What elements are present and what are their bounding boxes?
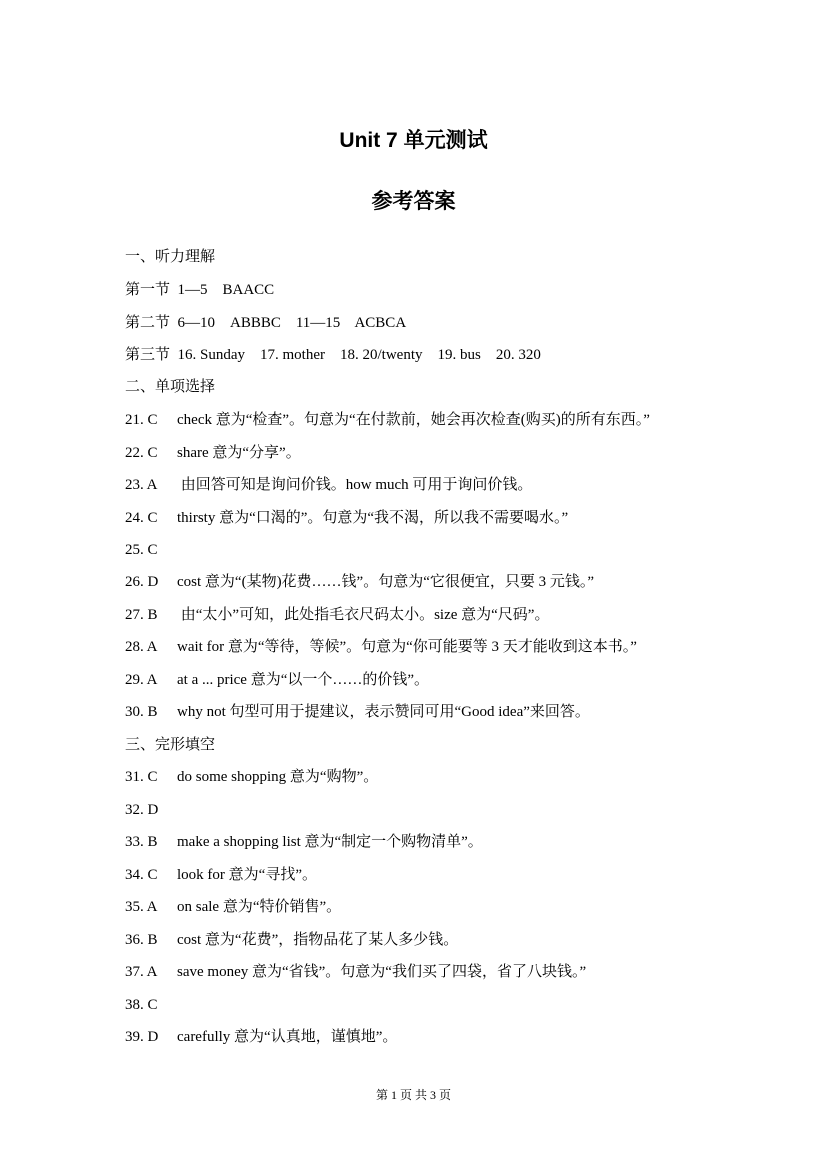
answer-item (125, 572, 594, 592)
listening-part-1: 第一节 1—5 BAACC (125, 282, 275, 298)
page-footer: 第 1 页 共 3 页 (375, 1088, 451, 1102)
answer-number: 33. B (125, 834, 158, 850)
answer-item (125, 637, 637, 657)
answer-item (125, 605, 549, 625)
answer-number: 26. D (125, 574, 159, 590)
answer-number: 22. C (125, 445, 158, 461)
section-heading-cloze: 三、完形填空 (125, 737, 216, 753)
answer-number: 35. A (125, 899, 158, 915)
answer-number: 32. D (125, 802, 159, 818)
answer-number: 37. A (125, 964, 158, 980)
answer-number: 27. B (125, 607, 158, 623)
listening-part-2: 第二节 6—10 ABBBC 11—15 ACBCA (125, 315, 407, 331)
answer-explanation: 由“太小”可知，此处指毛衣尺码太小。size 意为“尺码”。 (177, 607, 550, 623)
answer-explanation: share 意为“分享”。 (177, 445, 301, 461)
answer-item (125, 475, 532, 495)
answer-number: 23. A (125, 477, 158, 493)
answer-explanation: at a ... price 意为“以一个……的价钱”。 (177, 672, 430, 688)
answer-item (125, 508, 568, 528)
answer-item (125, 865, 317, 885)
answer-number: 21. C (125, 412, 158, 428)
answer-explanation: why not 句型可用于提建议，表示赞同可用“Good idea”来回答。 (177, 704, 590, 720)
answer-explanation: save money 意为“省钱”。句意为“我们买了四袋，省了八块钱。” (177, 964, 587, 980)
answer-explanation: carefully 意为“认真地，谨慎地”。 (177, 1029, 398, 1045)
answer-number: 36. B (125, 932, 158, 948)
answer-item (125, 410, 650, 430)
answer-number: 39. D (125, 1029, 159, 1045)
section-heading-listening: 一、听力理解 (125, 249, 216, 265)
answer-number: 30. B (125, 704, 158, 720)
answer-number: 31. C (125, 769, 158, 785)
answer-item (125, 702, 590, 722)
document-title: Unit 7 单元测试 (339, 129, 488, 152)
answer-explanation: thirsty 意为“口渴的”。句意为“我不渴，所以我不需要喝水。” (177, 510, 569, 526)
answer-explanation: cost 意为“(某物)花费……钱”。句意为“它很便宜，只要 3 元钱。” (177, 574, 595, 590)
answer-explanation: on sale 意为“特价销售”。 (177, 899, 342, 915)
answer-number: 25. C (125, 542, 158, 558)
answer-explanation: look for 意为“寻找”。 (177, 867, 317, 883)
answer-explanation: check 意为“检查”。句意为“在付款前，她会再次检查(购买)的所有东西。” (177, 412, 650, 428)
answer-number: 38. C (125, 997, 158, 1013)
answer-item (125, 832, 483, 852)
answer-item (125, 995, 177, 1015)
listening-part-3: 第三节 16. Sunday 17. mother 18. 20/twenty 19. bus 20. 320 (125, 347, 541, 363)
document-subtitle: 参考答案 (371, 190, 456, 213)
answer-explanation: make a shopping list 意为“制定一个购物清单”。 (177, 834, 483, 850)
answer-number: 24. C (125, 510, 158, 526)
answer-number: 29. A (125, 672, 158, 688)
answer-item (125, 930, 458, 950)
answer-explanation: 由回答可知是询问价钱。how much 可用于询问价钱。 (177, 477, 533, 493)
answer-item (125, 767, 378, 787)
answer-number: 28. A (125, 639, 158, 655)
answer-item (125, 897, 341, 917)
answer-item (125, 962, 586, 982)
section-heading-single-choice: 二、单项选择 (125, 379, 216, 395)
answer-explanation: do some shopping 意为“购物”。 (177, 769, 379, 785)
answer-number: 34. C (125, 867, 158, 883)
answer-explanation: cost 意为“花费”，指物品花了某人多少钱。 (177, 932, 459, 948)
answer-item (125, 1027, 397, 1047)
answer-item (125, 443, 301, 463)
answer-item (125, 670, 429, 690)
answer-item (125, 800, 177, 820)
answer-explanation: wait for 意为“等待，等候”。句意为“你可能要等 3 天才能收到这本书。” (177, 639, 637, 655)
answer-item (125, 540, 177, 560)
